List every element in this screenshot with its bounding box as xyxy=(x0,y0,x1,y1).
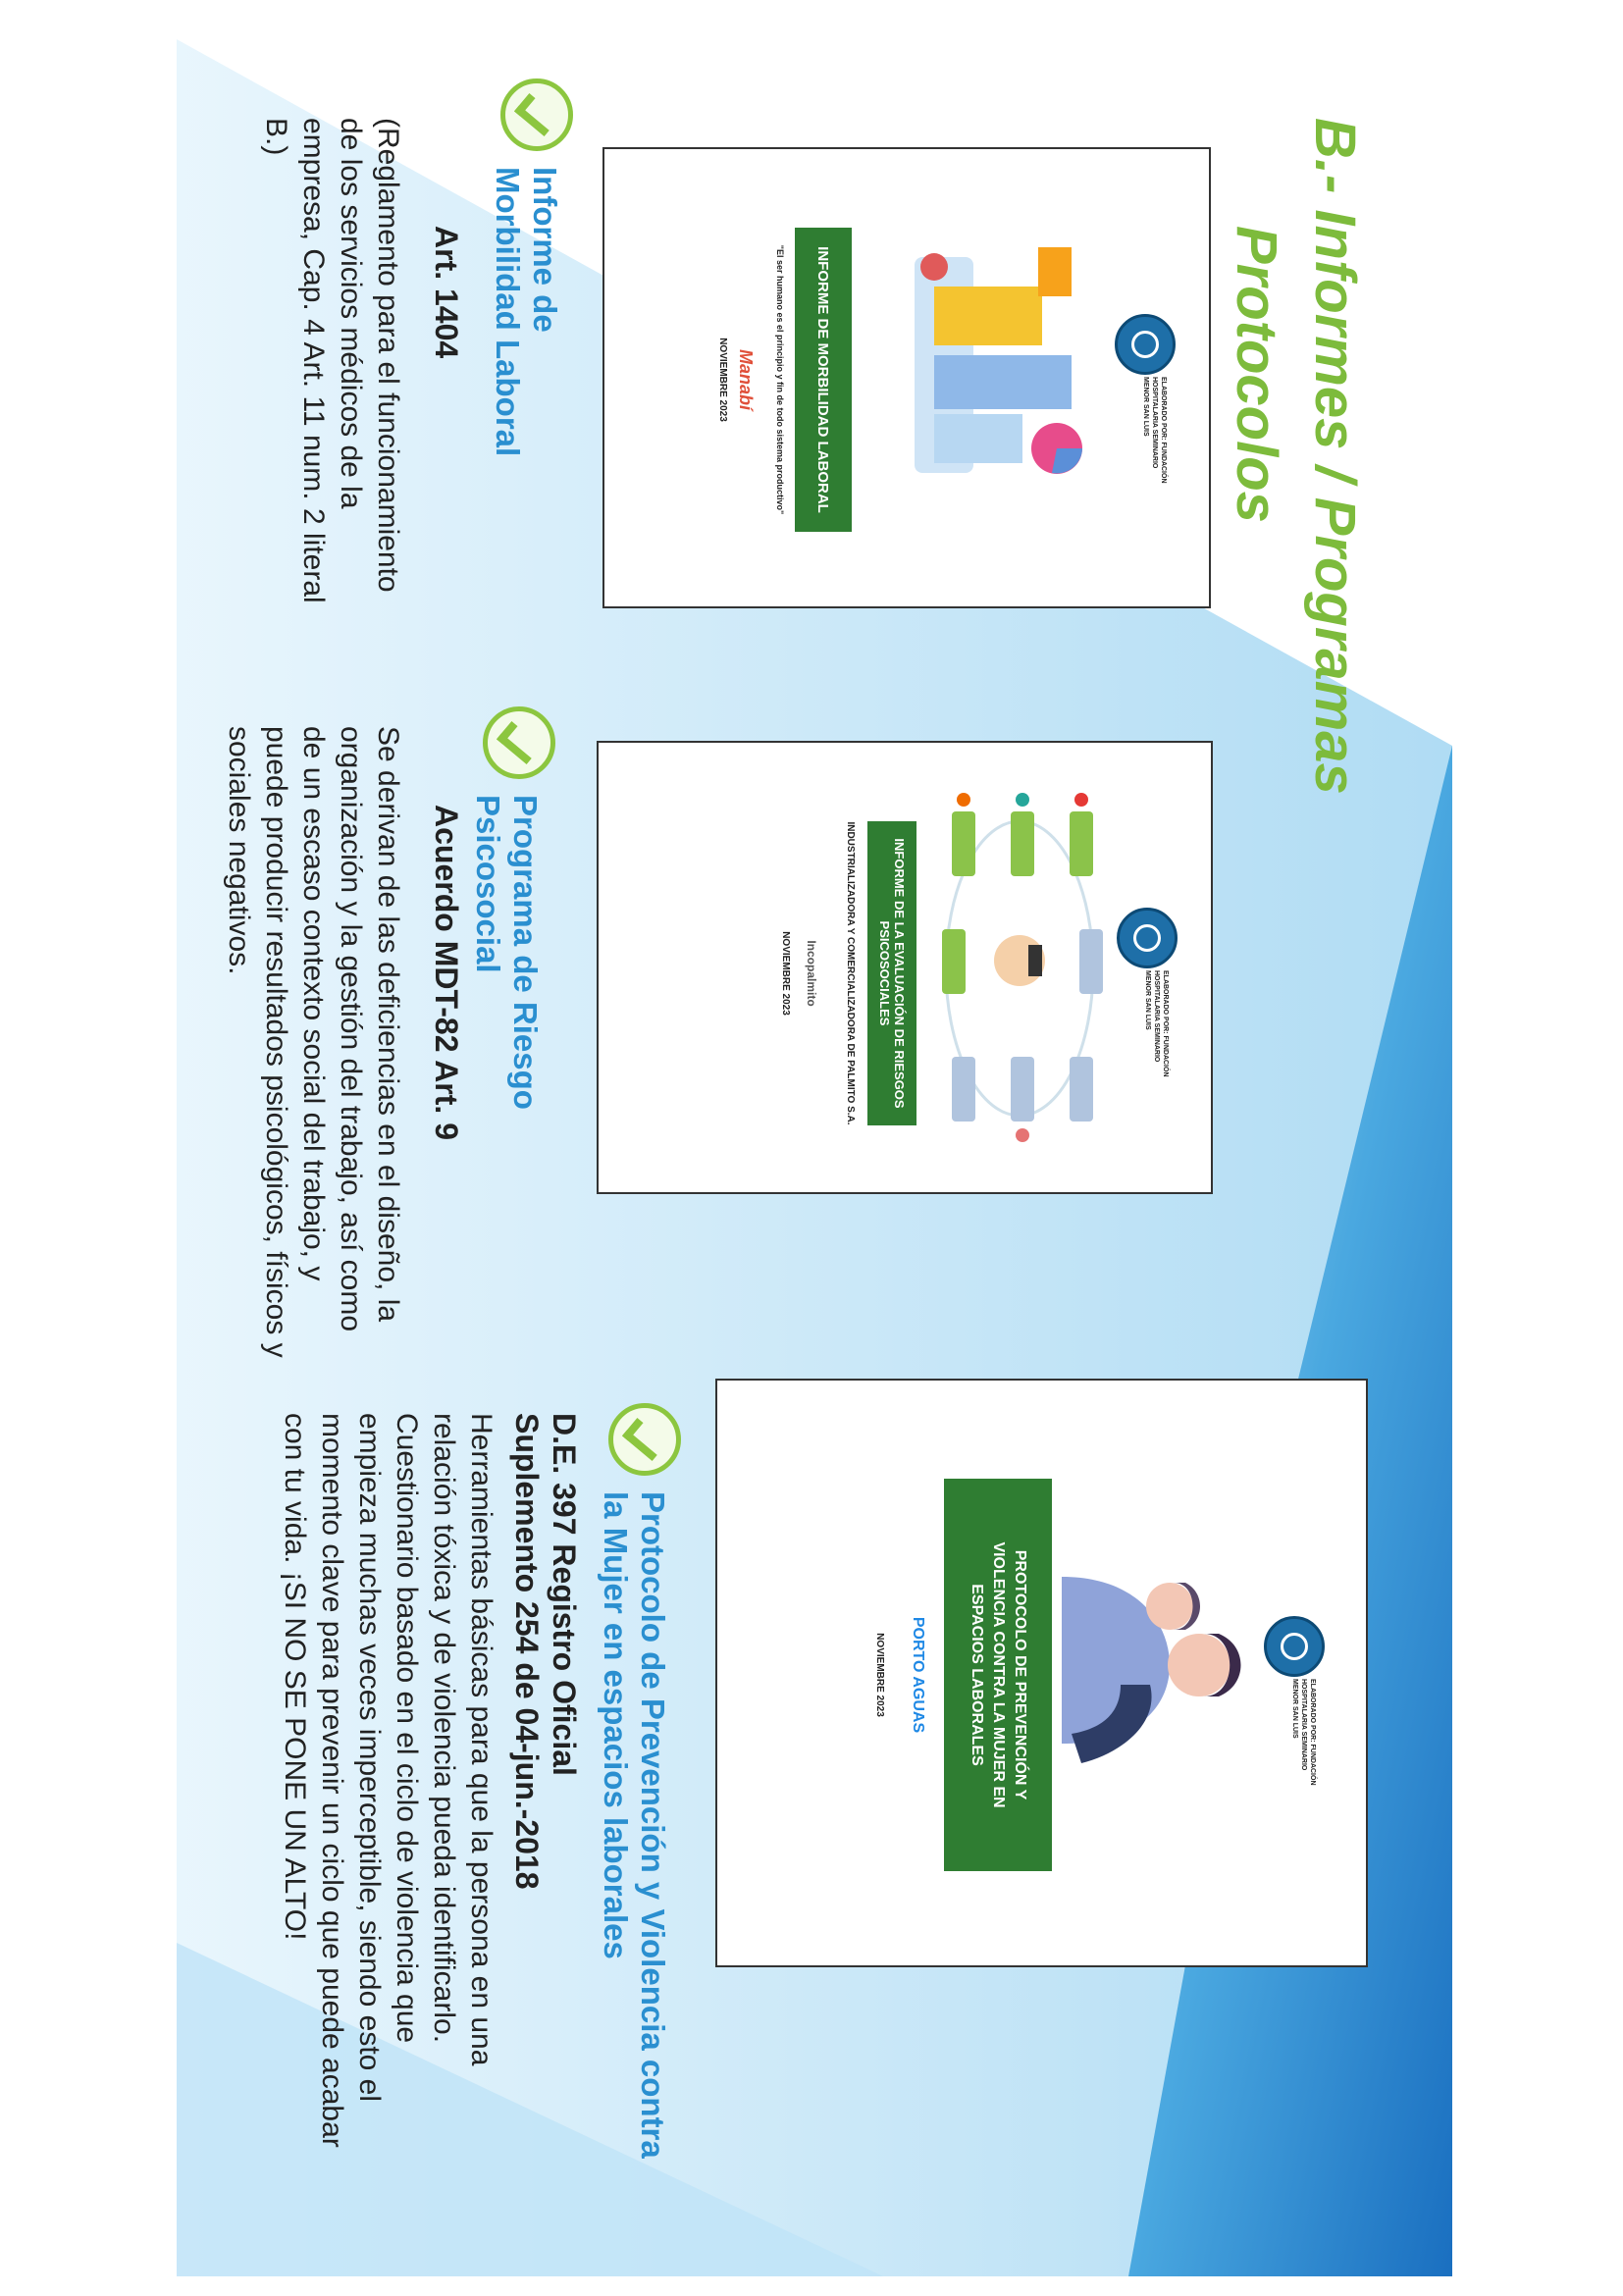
cover-band-title: PROTOCOLO DE PREVENCIÓN Y VIOLENCIA CONTRA LA MUJER EN ESPACIOS LABORALES xyxy=(944,1479,1052,1871)
cover-elaborated-by: ELABORADO POR: FUNDACIÓN HOSPITALARIA SEMINARIO MENOR SAN LUIS xyxy=(1142,377,1167,484)
client-logo-incopalmito: Incopalmito xyxy=(805,940,818,1007)
page-subtitle: Protocolos xyxy=(1225,226,1288,523)
section-description-morbilidad: (Reglamento para el funcionamiento de los servicios médicos de la empresa, Cap. 4 Art. 11 num. 2 literal B.) xyxy=(260,118,404,603)
check-circle-icon xyxy=(500,78,573,151)
legal-reference-psicosocial: Acuerdo MDT-82 Art. 9 xyxy=(429,805,464,1140)
page-title: B.- Informes / Programas xyxy=(1303,118,1367,795)
section-heading-psicosocial: Programa de Riesgo Psicosocial xyxy=(470,795,544,1110)
legal-reference-violencia-line2: Suplemento 254 de 04-jun.-2018 xyxy=(509,1413,545,1890)
cover-date: NOVIEMBRE 2023 xyxy=(874,1633,885,1717)
cover-quote: "El ser humano es el principio y fin de todo sistema productivo" xyxy=(775,244,785,515)
section-heading-violencia: Protocolo de Prevención y Violencia contra la Mujer en espacios laborales xyxy=(598,1491,671,2159)
business-illustration xyxy=(885,228,1101,522)
legal-reference-morbilidad: Art. 1404 xyxy=(429,226,464,359)
client-logo-manabi: Manabí xyxy=(736,348,756,410)
seal-icon xyxy=(1117,908,1178,968)
section-heading-morbilidad: Informe de Morbilidad Laboral xyxy=(490,167,563,457)
cover-band-title: INFORME DE LA EVALUACIÓN DE RIESGOS PSICOSOCIALES xyxy=(867,821,916,1125)
cover-elaborated-by: ELABORADO POR: FUNDACIÓN HOSPITALARIA SEMINARIO MENOR SAN LUIS xyxy=(1291,1679,1316,1786)
cover-date: NOVIEMBRE 2023 xyxy=(780,931,791,1016)
psychosocial-diagram xyxy=(926,792,1113,1145)
cover-violencia xyxy=(715,1379,1368,1967)
women-illustration xyxy=(1062,1538,1258,1793)
cover-company: INDUSTRIALIZADORA Y COMERCIALIZADORA DE PALMITO S.A. xyxy=(845,821,856,1125)
check-circle-icon xyxy=(608,1403,681,1476)
cover-morbilidad xyxy=(602,147,1211,608)
section-description-violencia: Herramientas básicas para que la persona en una relación tóxica y de violencia pueda identificarlo. Cuestionario basado en el ciclo de violencia que empieza muchas veces imperceptible, siendo esto el momento clave para prevenir un ciclo que puede acabar con tu vida. ¡SI NO SE PONE UN ALTO! xyxy=(279,1413,497,2148)
check-circle-icon xyxy=(483,706,555,779)
cover-psicosocial xyxy=(597,741,1213,1194)
section-description-psicosocial: Se derivan de las deficiencias en el diseño, la organización y la gestión del trabajo, así como de un escaso contexto social del trabajo, y puede producir resultados psicológicos, físicos y sociales negativos. xyxy=(223,726,404,1358)
client-logo-porto-aguas: PORTO AGUAS xyxy=(910,1616,926,1734)
cover-band-title: INFORME DE MORBILIDAD LABORAL xyxy=(795,228,852,532)
legal-reference-violencia-line1: D.E. 397 Registro Oficial xyxy=(547,1413,582,1776)
cover-elaborated-by: ELABORADO POR: FUNDACIÓN HOSPITALARIA SEMINARIO MENOR SAN LUIS xyxy=(1144,970,1169,1077)
seal-icon xyxy=(1115,314,1176,375)
seal-icon xyxy=(1264,1616,1325,1677)
cover-date: NOVIEMBRE 2023 xyxy=(717,338,728,422)
